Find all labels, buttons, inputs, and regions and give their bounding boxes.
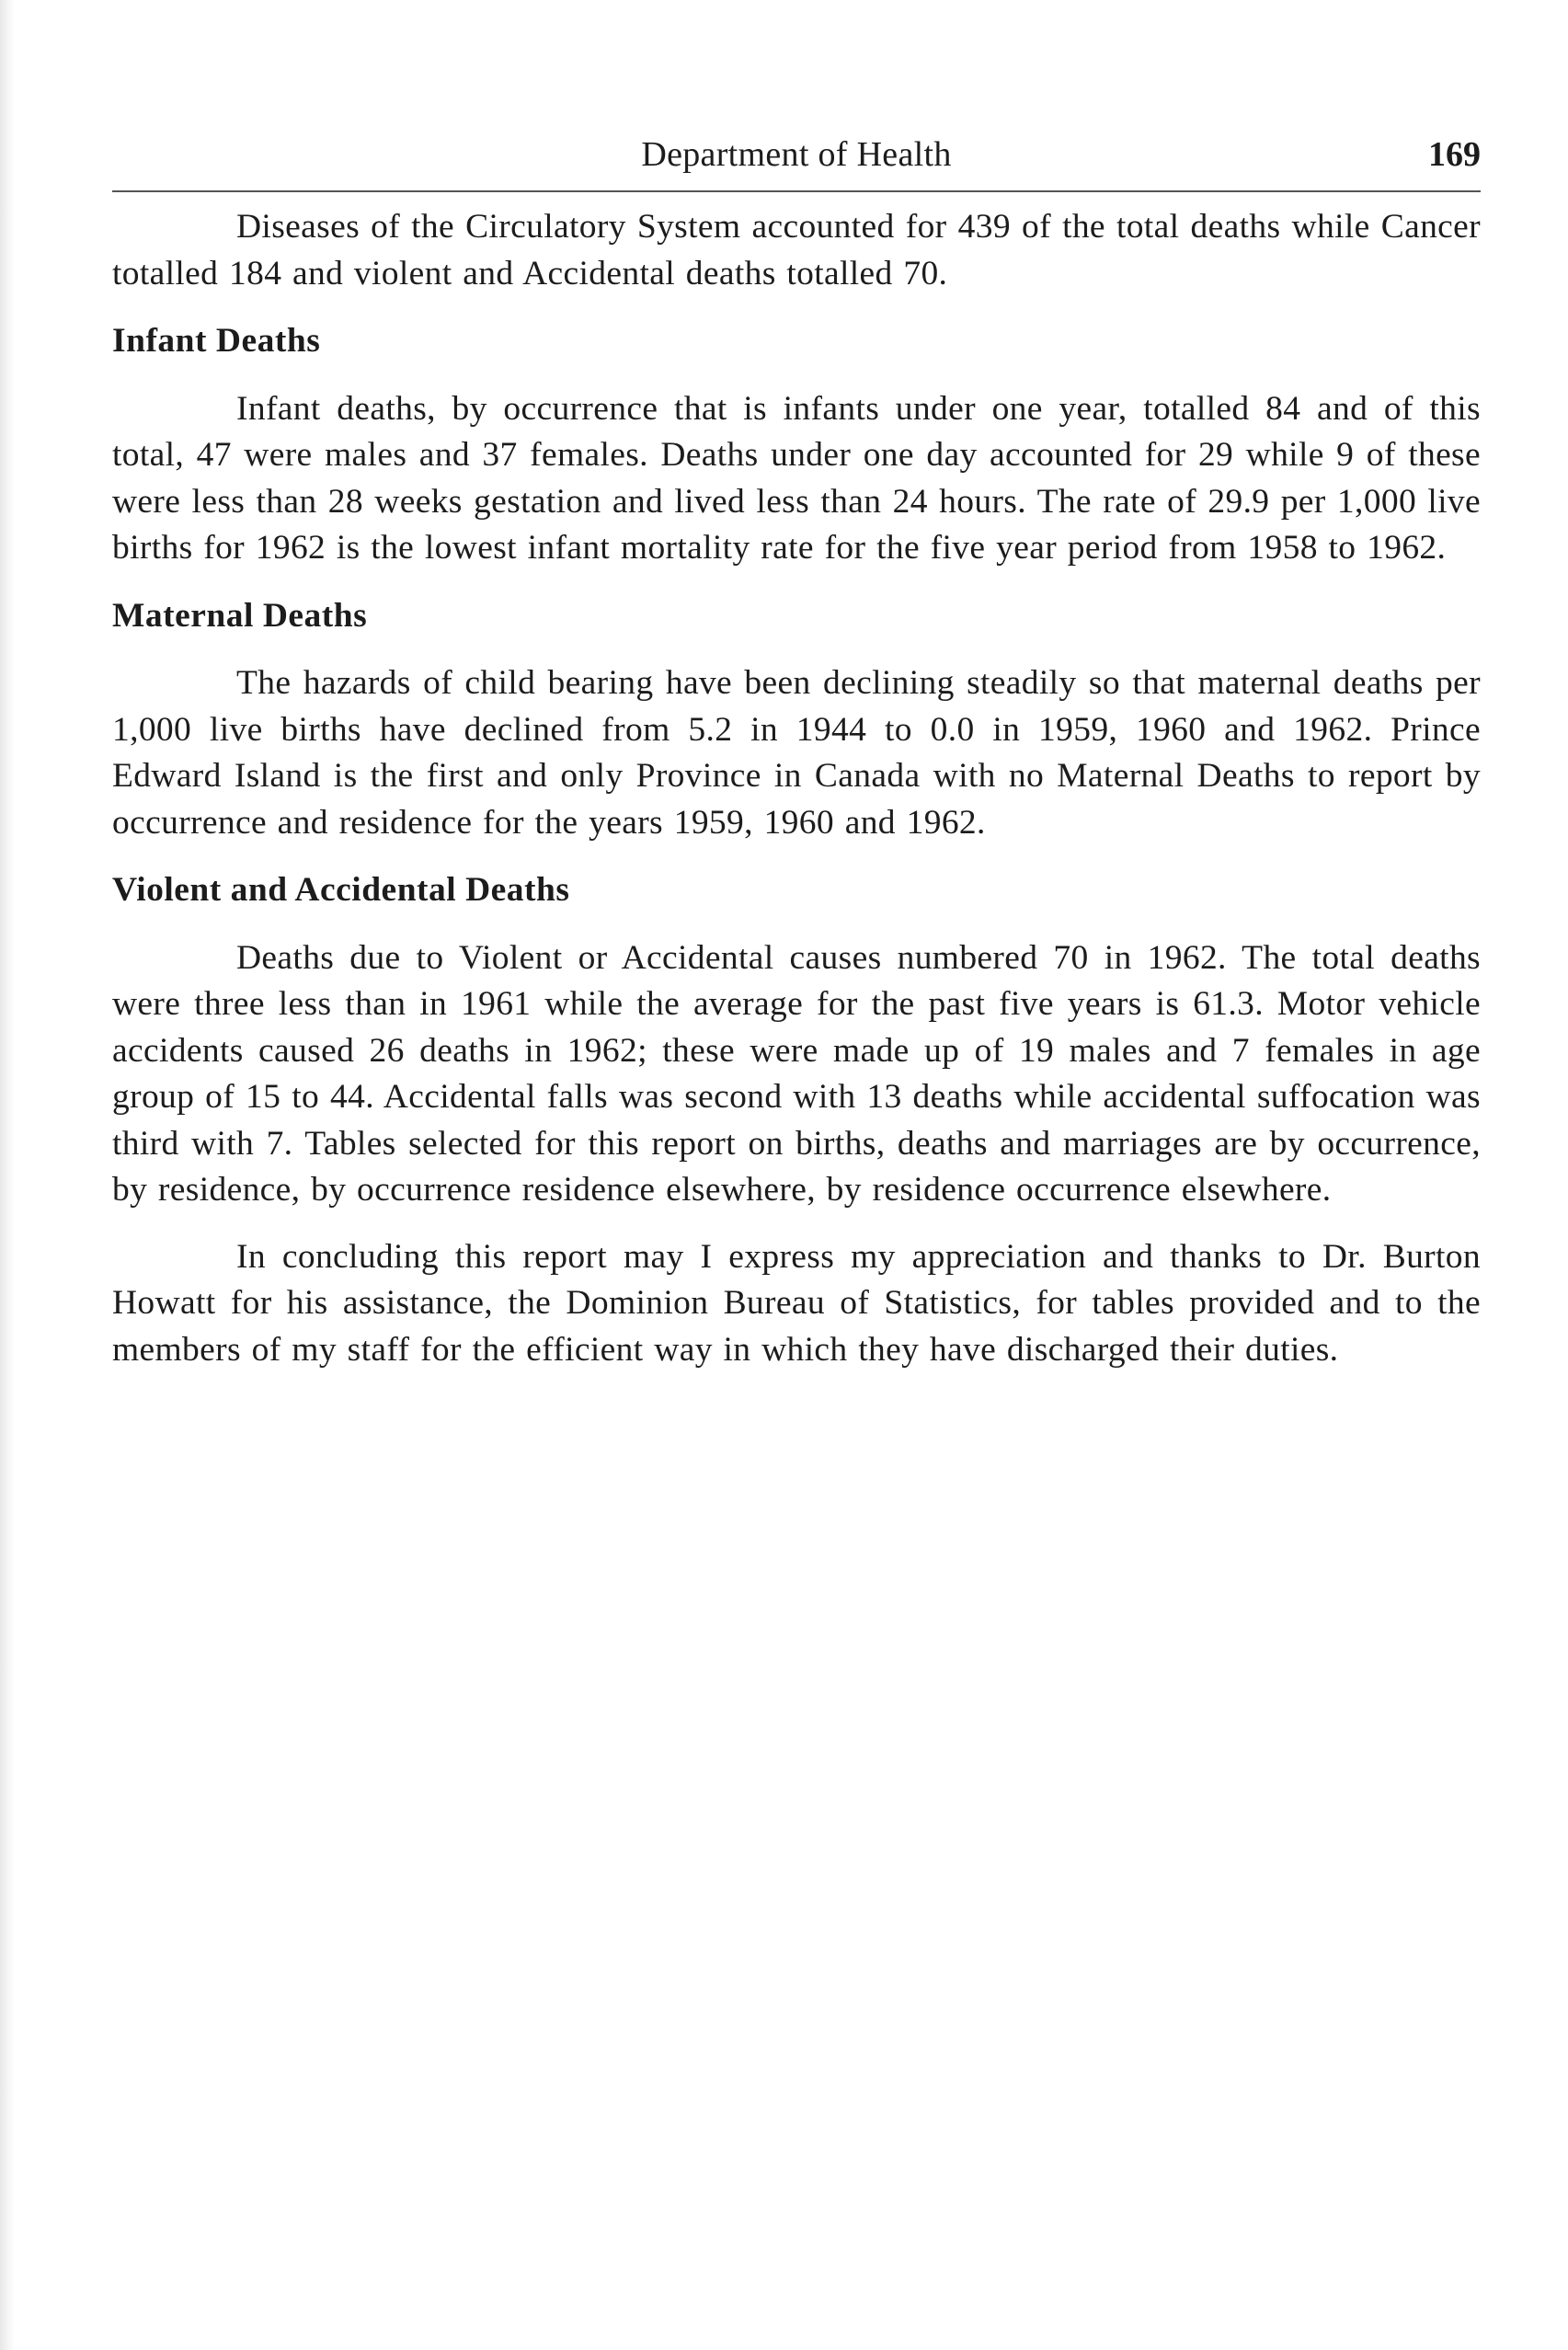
maternal-deaths-paragraph: The hazards of child bearing have been declining steadily so that maternal deaths per 1,000 live births have declined from 5.2 in 1944 to 0.0 in 1959, 1960 and 1962. Prince Edward Island is the first and only Province in Canada with no Maternal Deaths to report by occurrence and residence for the years 1959, 1960 and 1962. bbox=[112, 664, 1481, 842]
running-head: Department of Health bbox=[641, 135, 952, 174]
page-edge-shadow bbox=[0, 0, 15, 2350]
header-rule bbox=[112, 190, 1481, 192]
section-heading-violent-accidental-deaths: Violent and Accidental Deaths bbox=[112, 871, 570, 909]
section-heading-infant-deaths: Infant Deaths bbox=[112, 322, 321, 360]
page-header bbox=[112, 127, 1481, 182]
intro-paragraph: Diseases of the Circulatory System accounted for 439 of the total deaths while Cancer totalled 184 and violent and Accidental deaths totalled 70. bbox=[112, 208, 1481, 292]
page-body bbox=[112, 204, 1481, 1373]
page-number: 169 bbox=[1428, 135, 1481, 174]
section-heading-maternal-deaths: Maternal Deaths bbox=[112, 596, 368, 635]
concluding-paragraph: In concluding this report may I express my appreciation and thanks to Dr. Burton Howatt for his assistance, the Dominion Bureau of Statistics, for tables provided and to the members of my staff for the efficient way in which they have discharged their duties. bbox=[112, 1237, 1481, 1369]
infant-deaths-paragraph: Infant deaths, by occurrence that is infants under one year, totalled 84 and of this total, 47 were males and 37 females. Deaths under one day accounted for 29 while 9 of these were less than 28 weeks gestation and lived less than 24 hours. The rate of 29.9 per 1,000 live births for 1962 is the lowest infant mortality rate for the five year period from 1958 to 1962. bbox=[112, 389, 1481, 567]
violent-accidental-deaths-paragraph: Deaths due to Violent or Accidental causes numbered 70 in 1962. The total deaths were three less than in 1961 while the average for the past five years is 61.3. Motor vehicle accidents caused 26 deaths in 1962; these were made up of 19 males and 7 females in age group of 15 to 44. Accidental falls was second with 13 deaths while accidental suffocation was third with 7. Tables selected for this report on births, deaths and marriages are by occurrence, by residence, by occurrence residence elsewhere, by residence occurrence elsewhere. bbox=[112, 938, 1481, 1209]
